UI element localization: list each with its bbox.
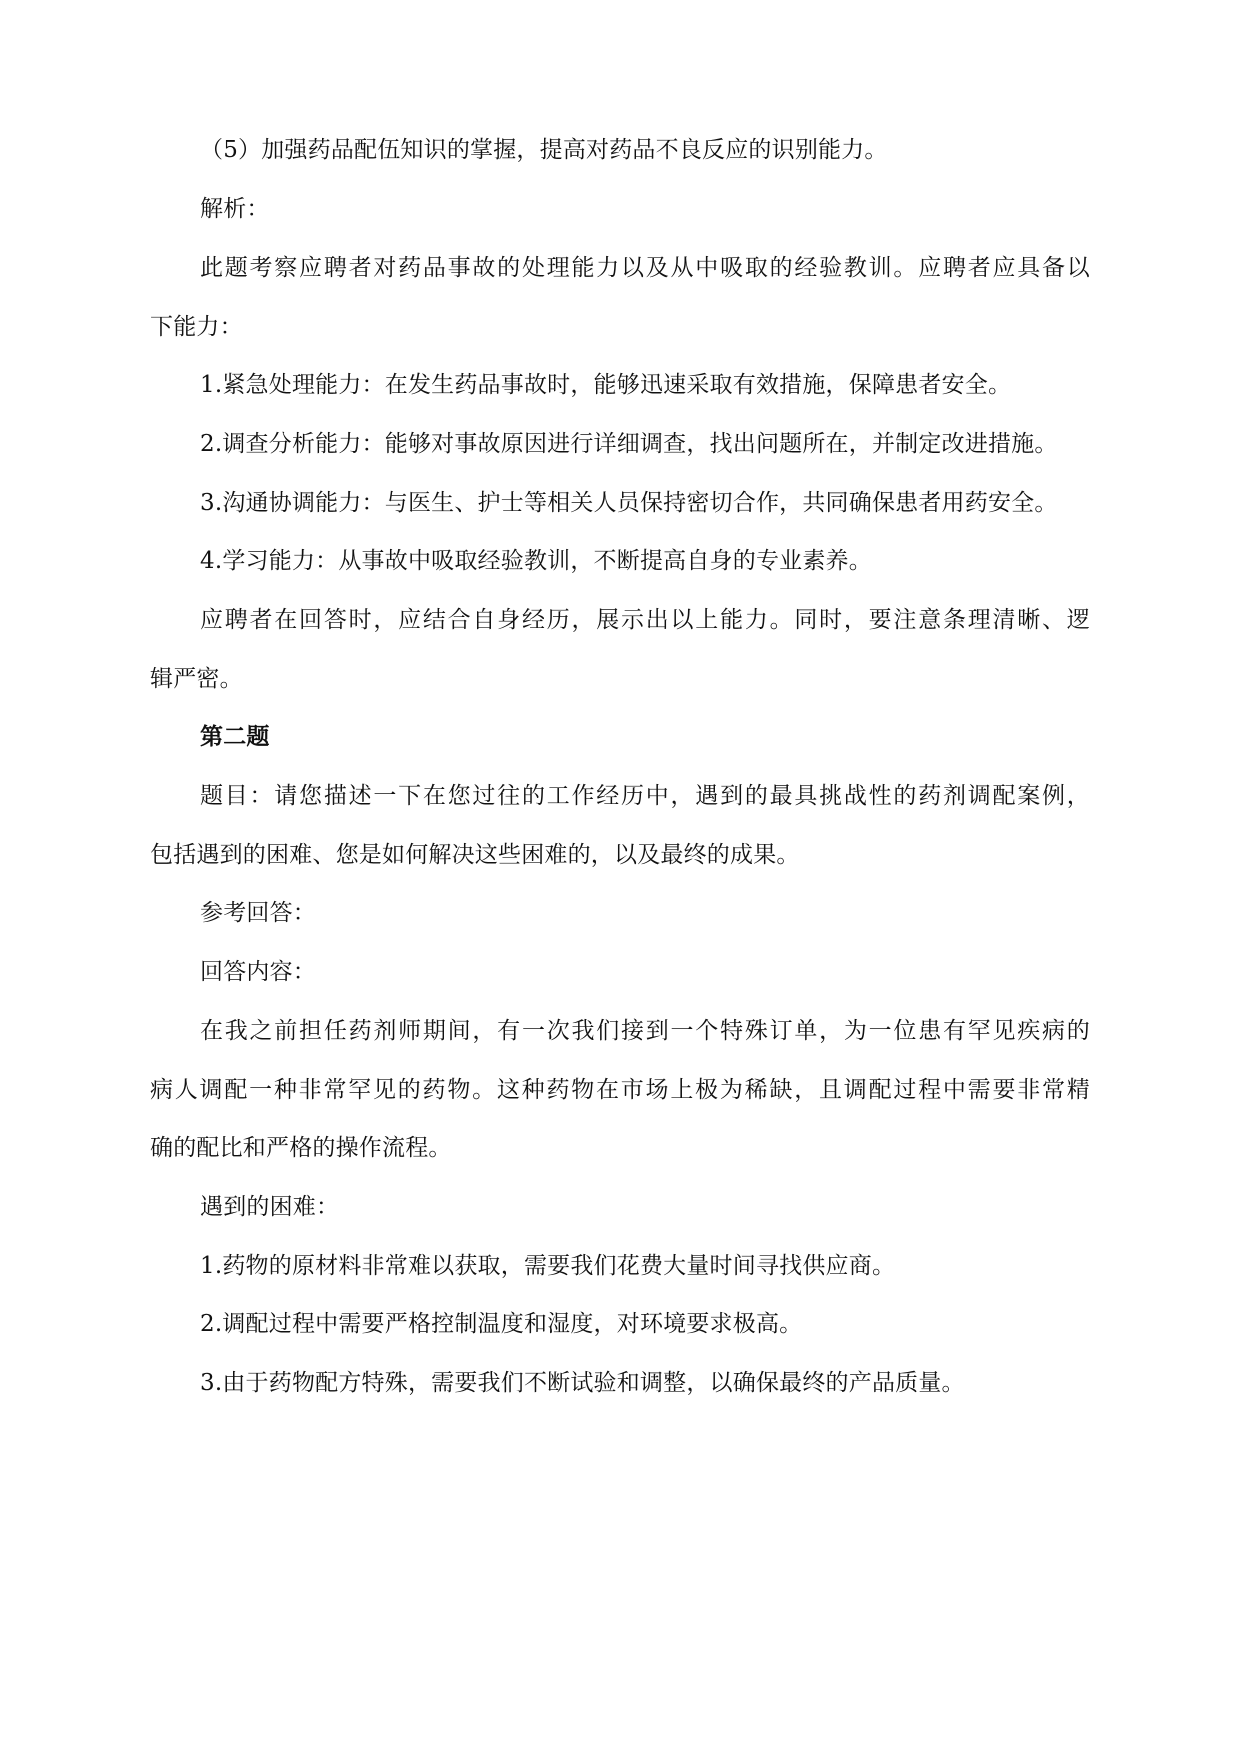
paragraph-line: 病人调配一种非常罕见的药物。这种药物在市场上极为稀缺，且调配过程中需要非常精 — [150, 1077, 1090, 1103]
paragraph-line: 解析： — [200, 196, 270, 222]
list-item: 4.学习能力：从事故中吸取经验教训，不断提高自身的专业素养。 — [200, 548, 872, 574]
list-item: 1.紧急处理能力：在发生药品事故时，能够迅速采取有效措施，保障患者安全。 — [200, 372, 1012, 398]
paragraph-line: 下能力： — [150, 314, 243, 340]
paragraph-line: 在我之前担任药剂师期间，有一次我们接到一个特殊订单，为一位患有罕见疾病的 — [200, 1018, 1090, 1044]
list-item: 2.调查分析能力：能够对事故原因进行详细调查，找出问题所在，并制定改进措施。 — [200, 431, 1058, 457]
paragraph-line: 回答内容： — [200, 959, 316, 985]
paragraph-line: 题目：请您描述一下在您过往的工作经历中，遇到的最具挑战性的药剂调配案例， — [200, 783, 1090, 809]
list-item: 1.药物的原材料非常难以获取，需要我们花费大量时间寻找供应商。 — [200, 1253, 896, 1279]
list-item: 3.沟通协调能力：与医生、护士等相关人员保持密切合作，共同确保患者用药安全。 — [200, 490, 1058, 516]
paragraph-line: 参考回答： — [200, 900, 316, 926]
section-heading: 第二题 — [200, 723, 270, 750]
paragraph-line: （5）加强药品配伍知识的掌握，提高对药品不良反应的识别能力。 — [200, 137, 888, 163]
paragraph-line: 应聘者在回答时，应结合自身经历，展示出以上能力。同时，要注意条理清晰、逻 — [200, 607, 1090, 633]
paragraph-line: 此题考察应聘者对药品事故的处理能力以及从中吸取的经验教训。应聘者应具备以 — [200, 255, 1090, 281]
list-item: 2.调配过程中需要严格控制温度和湿度，对环境要求极高。 — [200, 1311, 803, 1337]
paragraph-line: 遇到的困难： — [200, 1194, 340, 1220]
paragraph-line: 包括遇到的困难、您是如何解决这些困难的，以及最终的成果。 — [150, 842, 800, 868]
list-item: 3.由于药物配方特殊，需要我们不断试验和调整，以确保最终的产品质量。 — [200, 1370, 965, 1396]
paragraph-line: 辑严密。 — [150, 666, 243, 692]
paragraph-line: 确的配比和严格的操作流程。 — [150, 1135, 452, 1161]
